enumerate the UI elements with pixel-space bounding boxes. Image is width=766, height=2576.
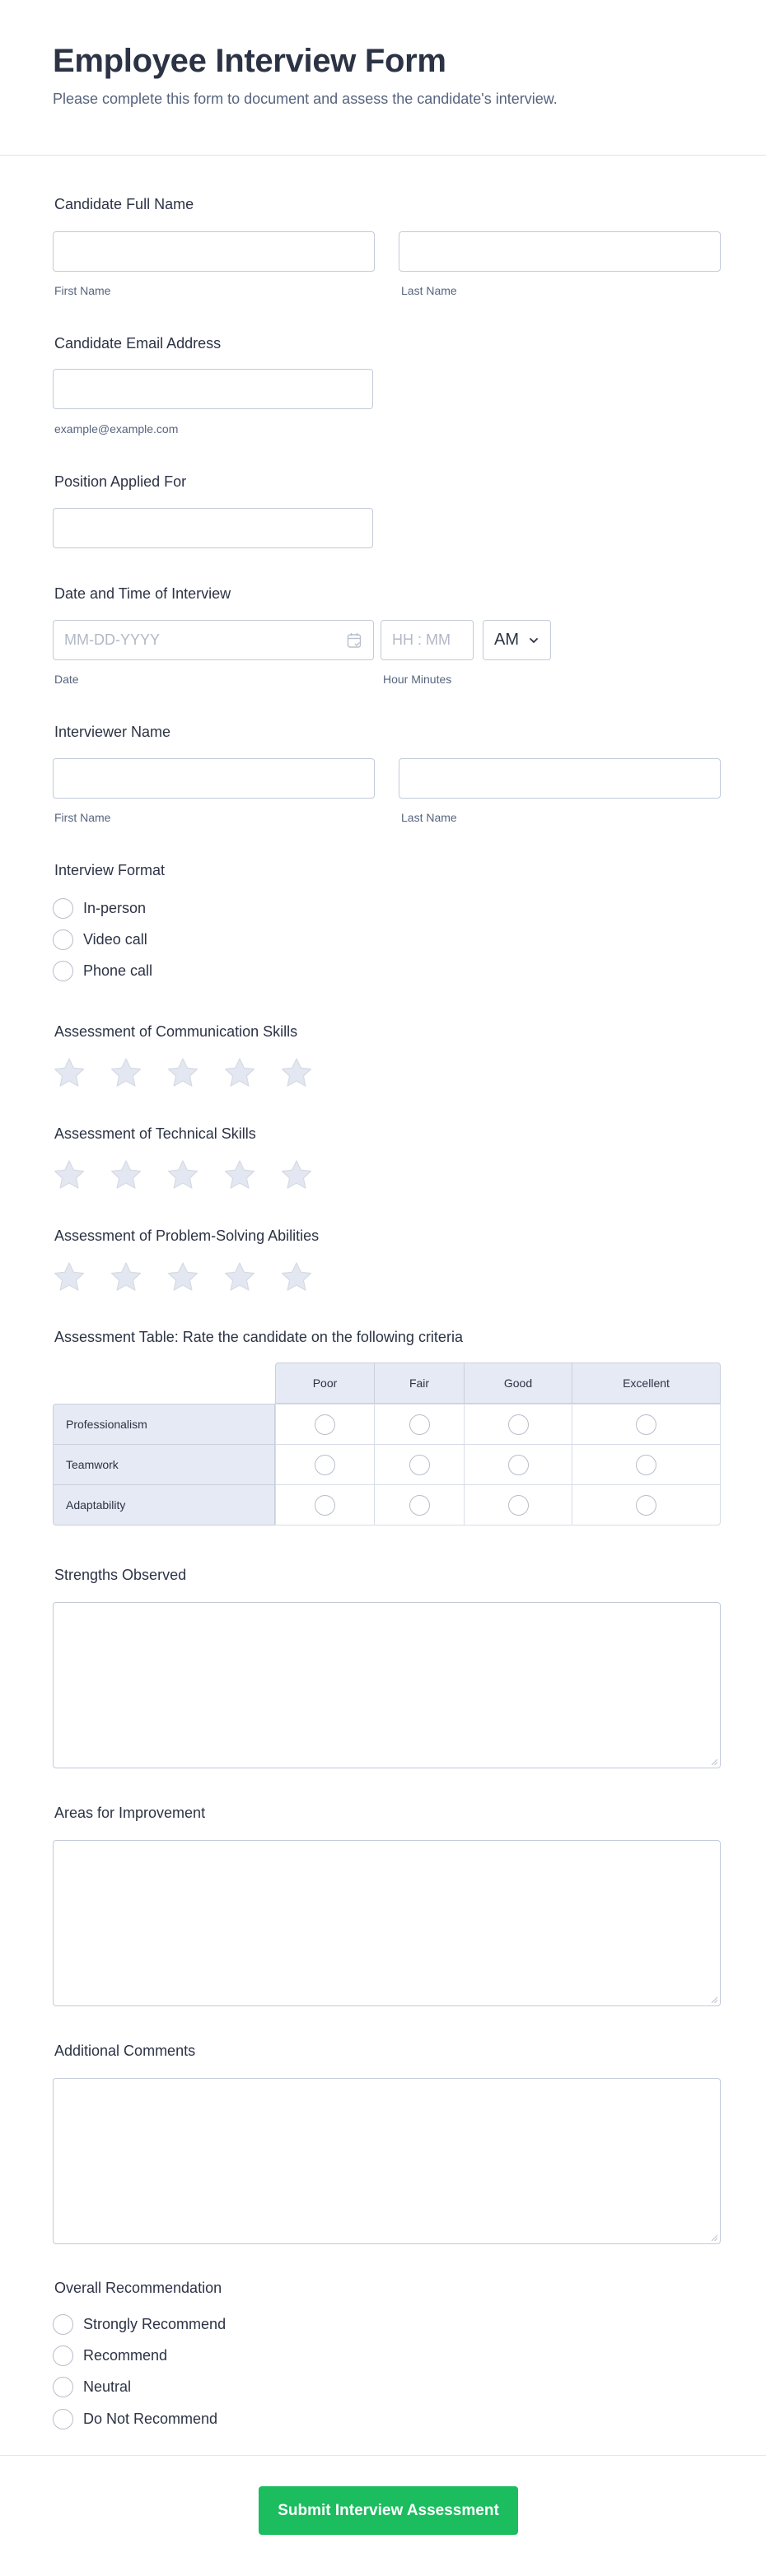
star-icon[interactable] bbox=[223, 1261, 256, 1293]
format-option-phone-call[interactable] bbox=[53, 960, 152, 981]
communication-star-rating[interactable] bbox=[53, 1057, 337, 1088]
strengths-textarea[interactable] bbox=[53, 1602, 721, 1768]
matrix-cell[interactable] bbox=[464, 1484, 572, 1526]
form-header bbox=[0, 0, 766, 156]
matrix-cell[interactable] bbox=[464, 1404, 572, 1445]
format-option-video-call[interactable] bbox=[53, 929, 147, 950]
star-icon[interactable] bbox=[166, 1057, 199, 1088]
star-icon[interactable] bbox=[110, 1057, 142, 1088]
radio-button[interactable] bbox=[53, 2377, 73, 2397]
candidate-last-name-input[interactable] bbox=[399, 231, 721, 272]
radio-button[interactable] bbox=[315, 1495, 335, 1516]
row-header: Professionalism bbox=[53, 1404, 275, 1445]
radio-button[interactable] bbox=[409, 1455, 430, 1475]
communication-rating-label: Assessment of Communication Skills bbox=[54, 1023, 298, 1040]
radio-button[interactable] bbox=[53, 2345, 73, 2366]
comments-label: Additional Comments bbox=[54, 2043, 196, 2059]
matrix-cell[interactable] bbox=[374, 1404, 465, 1445]
matrix-cell[interactable] bbox=[572, 1444, 721, 1485]
candidate-name-label: Candidate Full Name bbox=[54, 196, 194, 212]
interview-format-label: Interview Format bbox=[54, 862, 166, 878]
problem-solving-star-rating[interactable] bbox=[53, 1261, 337, 1293]
matrix-cell[interactable] bbox=[275, 1444, 375, 1485]
interviewer-last-name-sublabel: Last Name bbox=[401, 811, 457, 824]
radio-button[interactable] bbox=[53, 898, 73, 919]
candidate-email-sublabel: example@example.com bbox=[54, 422, 179, 436]
row-header: Adaptability bbox=[53, 1484, 275, 1526]
star-icon[interactable] bbox=[280, 1057, 313, 1088]
candidate-email-input[interactable] bbox=[53, 369, 373, 409]
recommendation-option-recommend[interactable] bbox=[53, 2345, 167, 2366]
radio-label: Video call bbox=[83, 930, 147, 948]
date-sublabel: Date bbox=[54, 673, 79, 686]
resize-handle-icon[interactable] bbox=[711, 1996, 717, 2003]
star-icon[interactable] bbox=[53, 1261, 86, 1293]
radio-label: Do Not Recommend bbox=[83, 2410, 218, 2427]
matrix-cell[interactable] bbox=[572, 1404, 721, 1445]
candidate-first-name-input[interactable] bbox=[53, 231, 375, 272]
star-icon[interactable] bbox=[166, 1159, 199, 1190]
interviewer-last-name-input[interactable] bbox=[399, 758, 721, 799]
matrix-cell[interactable] bbox=[572, 1484, 721, 1526]
radio-label: Phone call bbox=[83, 962, 153, 979]
star-icon[interactable] bbox=[110, 1159, 142, 1190]
radio-label: Recommend bbox=[83, 2346, 168, 2364]
interviewer-first-name-input[interactable] bbox=[53, 758, 375, 799]
improvement-textarea[interactable] bbox=[53, 1840, 721, 2006]
radio-button[interactable] bbox=[315, 1455, 335, 1475]
calendar-icon[interactable] bbox=[347, 632, 362, 649]
star-icon[interactable] bbox=[280, 1159, 313, 1190]
footer-divider bbox=[0, 2455, 766, 2456]
star-icon[interactable] bbox=[223, 1159, 256, 1190]
column-header: Excellent bbox=[572, 1363, 721, 1404]
column-header: Fair bbox=[374, 1363, 465, 1404]
problem-solving-rating-label: Assessment of Problem-Solving Abilities bbox=[54, 1227, 320, 1244]
radio-button[interactable] bbox=[636, 1414, 656, 1435]
star-icon[interactable] bbox=[53, 1057, 86, 1088]
candidate-first-name-sublabel: First Name bbox=[54, 284, 111, 297]
submit-button[interactable]: Submit Interview Assessment bbox=[259, 2486, 518, 2535]
row-header: Teamwork bbox=[53, 1444, 275, 1485]
radio-button[interactable] bbox=[53, 929, 73, 950]
radio-button[interactable] bbox=[53, 2314, 73, 2335]
matrix-cell[interactable] bbox=[374, 1484, 465, 1526]
time-input[interactable] bbox=[381, 620, 474, 660]
technical-star-rating[interactable] bbox=[53, 1159, 337, 1190]
time-sublabel: Hour Minutes bbox=[383, 673, 452, 686]
matrix-cell[interactable] bbox=[275, 1404, 375, 1445]
format-option-in-person[interactable] bbox=[53, 897, 146, 919]
comments-textarea[interactable] bbox=[53, 2078, 721, 2244]
radio-button[interactable] bbox=[409, 1414, 430, 1435]
star-icon[interactable] bbox=[53, 1159, 86, 1190]
technical-rating-label: Assessment of Technical Skills bbox=[54, 1125, 256, 1142]
radio-label: Strongly Recommend bbox=[83, 2315, 227, 2332]
improvement-label: Areas for Improvement bbox=[54, 1805, 206, 1821]
page-title: Employee Interview Form bbox=[53, 43, 446, 79]
assessment-table-label: Assessment Table: Rate the candidate on the following criteria bbox=[54, 1329, 463, 1345]
matrix-cell[interactable] bbox=[464, 1444, 572, 1485]
radio-button[interactable] bbox=[508, 1414, 529, 1435]
matrix-cell[interactable] bbox=[374, 1444, 465, 1485]
date-placeholder: MM-DD-YYYY bbox=[64, 631, 160, 648]
radio-button[interactable] bbox=[409, 1495, 430, 1516]
ampm-selected-value: AM bbox=[494, 631, 519, 649]
page-subtitle: Please complete this form to document and assess the candidate's interview. bbox=[53, 91, 558, 107]
radio-button[interactable] bbox=[508, 1455, 529, 1475]
recommendation-option-neutral[interactable] bbox=[53, 2376, 131, 2397]
interviewer-first-name-sublabel: First Name bbox=[54, 811, 111, 824]
radio-label: In-person bbox=[83, 899, 147, 916]
strengths-label: Strengths Observed bbox=[54, 1567, 187, 1583]
column-header: Good bbox=[464, 1363, 572, 1404]
star-icon[interactable] bbox=[166, 1261, 199, 1293]
matrix-cell[interactable] bbox=[275, 1484, 375, 1526]
radio-button[interactable] bbox=[315, 1414, 335, 1435]
candidate-last-name-sublabel: Last Name bbox=[401, 284, 457, 297]
chevron-down-icon bbox=[528, 635, 539, 646]
resize-handle-icon[interactable] bbox=[711, 2234, 717, 2241]
star-icon[interactable] bbox=[223, 1057, 256, 1088]
recommendation-option-do-not-recommend[interactable] bbox=[53, 2408, 217, 2429]
position-label: Position Applied For bbox=[54, 473, 187, 490]
recommendation-label: Overall Recommendation bbox=[54, 2280, 222, 2296]
radio-button[interactable] bbox=[53, 2409, 73, 2429]
radio-button[interactable] bbox=[636, 1495, 656, 1516]
column-header: Poor bbox=[275, 1363, 375, 1404]
radio-button[interactable] bbox=[508, 1495, 529, 1516]
star-icon[interactable] bbox=[280, 1261, 313, 1293]
ampm-select[interactable] bbox=[483, 620, 551, 660]
star-icon[interactable] bbox=[110, 1261, 142, 1293]
radio-button[interactable] bbox=[53, 961, 73, 981]
position-input[interactable] bbox=[53, 508, 373, 548]
date-time-label: Date and Time of Interview bbox=[54, 585, 231, 602]
recommendation-option-strongly-recommend[interactable] bbox=[53, 2313, 226, 2335]
time-placeholder: HH : MM bbox=[392, 631, 451, 648]
candidate-email-label: Candidate Email Address bbox=[54, 335, 222, 352]
radio-button[interactable] bbox=[636, 1455, 656, 1475]
date-input[interactable] bbox=[53, 620, 374, 660]
interviewer-name-label: Interviewer Name bbox=[54, 724, 171, 740]
resize-handle-icon[interactable] bbox=[711, 1758, 717, 1765]
radio-label: Neutral bbox=[83, 2378, 132, 2395]
